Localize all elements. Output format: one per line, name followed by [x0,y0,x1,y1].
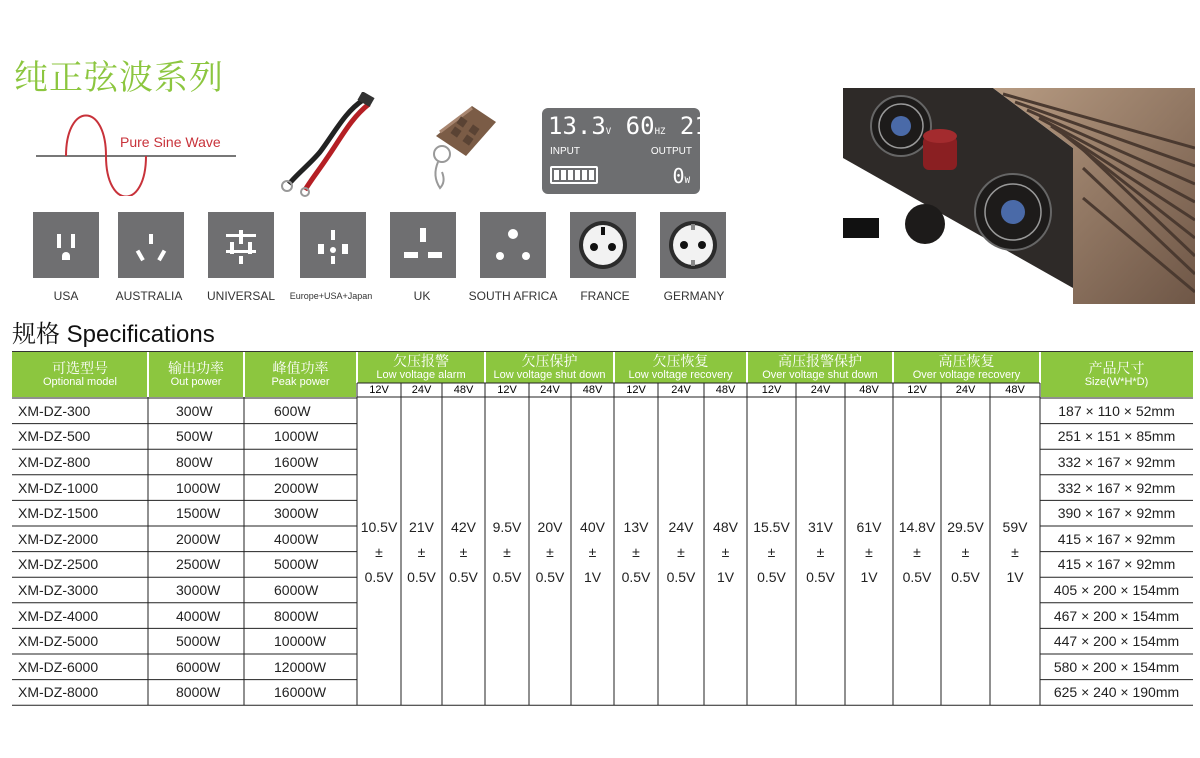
header-over-recovery [893,351,1040,383]
model-cell: XM-DZ-1500 [18,505,99,522]
threshold-tolerance: 0.5V [951,568,980,585]
voltage-subheader: 24V [955,384,976,396]
header-peak [244,351,357,397]
threshold-cell [747,398,796,705]
model-cell: XM-DZ-800 [18,453,91,470]
plus-minus: ± [632,543,640,560]
threshold-tolerance: 0.5V [902,568,932,585]
threshold-tolerance: 0.5V [621,568,651,585]
header-low-recovery-en: Low voltage recovery [628,368,733,381]
model-cell: XM-DZ-6000 [18,658,99,675]
threshold-cell [529,398,571,705]
threshold-tolerance: 1V [860,568,878,585]
socket-label-australia: AUSTRALIA [115,289,183,303]
threshold-value: 20V [537,518,563,535]
threshold-tolerance: 1V [716,568,735,585]
size-cell: 390 × 167 × 92mm [1057,505,1176,522]
socket-label-universal: UNIVERSAL [206,289,276,303]
lcd-frequency-unit: HZ [654,127,666,137]
peak-power-cell: 16000W [274,684,327,701]
threshold-value: 42V [451,518,476,535]
header-over-shutdown-en: Over voltage shut down [762,368,878,381]
header-size-en: Size(W*H*D) [1084,375,1149,388]
peak-power-cell: 8000W [274,607,319,624]
peak-power-cell: 600W [274,402,311,419]
model-cell: XM-DZ-2500 [18,556,99,573]
remote-control-image [412,92,512,197]
header-output [148,351,244,397]
peak-power-cell: 6000W [274,581,319,598]
header-low-recovery [614,351,747,383]
threshold-tolerance: 0.5V [806,568,835,585]
output-power-cell: 2000W [176,530,221,547]
voltage-subheader: 48V [453,384,474,396]
battery-level-icon [550,166,598,184]
peak-power-cell: 12000W [274,658,327,675]
threshold-value: 10.5V [360,518,398,535]
inverter-product-image [843,88,1195,304]
plus-minus: ± [816,543,825,560]
header-size [1040,351,1193,397]
plus-minus: ± [865,543,873,560]
threshold-cell [442,398,485,705]
lcd-output-label: OUTPUT [650,146,692,157]
socket-label-france: FRANCE [580,289,630,303]
threshold-cell [658,398,704,705]
europe-usa-japan-socket-icon [300,212,366,278]
threshold-value: 15.5V [753,518,790,535]
header-over-shutdown-cn: 高压报警保护 [778,352,862,369]
threshold-tolerance: 1V [1006,568,1024,585]
specifications-title: 规格 Specifications [12,321,215,348]
plus-minus: ± [375,543,383,560]
header-low-shutdown-cn: 欠压保护 [521,352,578,369]
threshold-cell [485,398,529,705]
plus-minus: ± [459,543,468,560]
header-size-cn: 产品尺寸 [1088,359,1145,376]
header-over-recovery-cn: 高压恢复 [938,352,995,369]
threshold-value: 13V [623,518,649,535]
output-power-cell: 2500W [176,556,221,573]
sine-wave-label: Pure Sine Wave [120,134,221,150]
header-low-recovery-cn: 欠压恢复 [652,352,709,369]
output-power-cell: 300W [176,402,213,419]
voltage-subheader: 24V [411,384,432,396]
size-cell: 415 × 167 × 92mm [1057,530,1176,547]
model-cell: XM-DZ-4000 [18,607,99,624]
output-power-cell: 6000W [176,658,221,675]
plus-minus: ± [1011,543,1019,560]
threshold-cell [357,398,401,705]
lcd-watts [673,164,690,188]
header-output-en: Out power [170,375,222,388]
socket-label-usa: USA [53,289,79,303]
voltage-subheader: 12V [626,384,646,396]
sine-wave-graphic [36,112,236,196]
peak-power-cell: 3000W [274,505,319,522]
peak-power-cell: 1600W [274,453,319,470]
model-cell: XM-DZ-300 [18,402,91,419]
model-cell: XM-DZ-1000 [18,479,99,496]
threshold-cell [704,398,747,705]
output-power-cell: 3000W [176,581,221,598]
voltage-subheader: 48V [715,384,736,396]
threshold-tolerance: 0.5V [535,568,565,585]
voltage-subheader: 24V [540,384,560,396]
size-cell: 187 × 110 × 52mm [1058,402,1175,419]
universal-socket-icon [208,212,274,278]
specifications-table [12,351,1193,709]
peak-power-cell: 2000W [274,479,319,496]
header-low-alarm [357,351,485,383]
threshold-value: 14.8V [898,518,936,535]
voltage-subheader: 48V [582,384,603,396]
output-power-cell: 1000W [176,479,221,496]
voltage-subheader: 12V [369,384,389,396]
output-power-cell: 800W [176,453,213,470]
lcd-watts-value: 0 [672,164,685,188]
socket-label-south-africa: SOUTH AFRICA [468,289,558,303]
page-title: 纯正弦波系列 [14,58,224,98]
threshold-cell [990,398,1040,705]
header-over-shutdown [747,351,893,383]
header-low-alarm-en: Low voltage alarm [376,368,466,381]
header-low-shutdown-en: Low voltage shut down [493,368,606,381]
header-peak-en: Peak power [271,375,330,388]
battery-cable-image [275,92,385,197]
lcd-display [542,108,724,194]
lcd-readout [548,112,723,140]
output-power-cell: 1500W [176,505,221,522]
threshold-cell [845,398,893,705]
header-model [12,351,148,397]
header-model-cn: 可选型号 [52,359,108,376]
header-output-cn: 输出功率 [168,359,224,376]
size-cell: 332 × 167 × 92mm [1057,453,1176,470]
socket-label-uk: UK [413,289,431,303]
plus-minus: ± [546,543,554,560]
lcd-input-label: INPUT [550,146,580,157]
threshold-cell [571,398,614,705]
size-cell: 580 × 200 × 154mm [1053,658,1180,675]
lcd-voltage: 13.3 [548,112,606,140]
header-peak-cn: 峰值功率 [272,359,329,376]
france-socket-icon [570,212,636,278]
voltage-subheader: 24V [671,384,691,396]
size-cell: 251 × 151 × 85mm [1057,428,1176,445]
size-cell: 415 × 167 × 92mm [1057,556,1176,573]
header-low-shutdown [485,351,614,383]
plus-minus: ± [913,543,921,560]
header-low-alarm-cn: 欠压报警 [393,352,449,369]
size-cell: 405 × 200 × 154mm [1053,581,1180,598]
size-cell: 467 × 200 × 154mm [1053,607,1180,624]
south-africa-socket-icon [480,212,546,278]
model-cell: XM-DZ-3000 [18,581,99,598]
output-power-cell: 5000W [176,633,221,650]
voltage-subheader: 12V [497,384,517,396]
output-power-cell: 8000W [176,684,221,701]
plus-minus: ± [677,543,685,560]
threshold-value: 40V [580,518,605,535]
threshold-tolerance: 0.5V [492,568,522,585]
socket-label-germany: GERMANY [663,289,725,303]
usa-socket-icon [33,212,99,278]
plus-minus: ± [721,543,730,560]
threshold-value: 29.5V [947,518,984,535]
threshold-value: 9.5V [492,518,522,535]
threshold-tolerance: 0.5V [449,568,478,585]
model-cell: XM-DZ-500 [18,428,91,445]
threshold-value: 31V [808,518,833,535]
threshold-value: 24V [668,518,694,535]
threshold-cell [614,398,658,705]
size-cell: 625 × 240 × 190mm [1053,684,1180,701]
voltage-subheader: 12V [761,384,782,396]
lcd-output-voltage: 214 [679,112,724,140]
output-power-cell: 4000W [176,607,221,624]
size-cell: 332 × 167 × 92mm [1057,479,1176,496]
peak-power-cell: 5000W [274,556,319,573]
threshold-tolerance: 0.5V [666,568,696,585]
model-cell: XM-DZ-8000 [18,684,99,701]
voltage-subheader: 24V [810,384,831,396]
peak-power-cell: 1000W [274,428,319,445]
voltage-subheader: 48V [859,384,879,396]
voltage-subheader: 12V [907,384,927,396]
plus-minus: ± [588,543,597,560]
threshold-tolerance: 0.5V [364,568,394,585]
model-cell: XM-DZ-2000 [18,530,99,547]
model-cell: XM-DZ-5000 [18,633,99,650]
output-power-cell: 500W [176,428,213,445]
threshold-cell [401,398,442,705]
threshold-tolerance: 1V [583,568,602,585]
peak-power-cell: 4000W [274,530,319,547]
threshold-cell [893,398,941,705]
threshold-value: 21V [409,518,434,535]
threshold-value: 48V [713,518,738,535]
header-model-en: Optional model [43,375,117,388]
voltage-subheader: 48V [1005,384,1025,396]
socket-label-europe-usa-japan: Europe+USA+Japan [289,291,373,301]
threshold-tolerance: 0.5V [757,568,786,585]
threshold-cell [796,398,845,705]
lcd-voltage-unit: V [605,127,612,137]
lcd-watts-unit: W [684,176,690,186]
plus-minus: ± [961,543,970,560]
plus-minus: ± [417,543,426,560]
size-cell: 447 × 200 × 154mm [1053,633,1180,650]
plus-minus: ± [767,543,776,560]
germany-socket-icon [660,212,726,278]
threshold-value: 61V [856,518,882,535]
header-over-recovery-en: Over voltage recovery [912,368,1021,381]
plus-minus: ± [503,543,511,560]
lcd-frequency: 60 [625,112,655,140]
uk-socket-icon [390,212,456,278]
threshold-value: 59V [1002,518,1028,535]
peak-power-cell: 10000W [274,633,327,650]
australia-socket-icon [118,212,184,278]
threshold-cell [941,398,990,705]
threshold-tolerance: 0.5V [407,568,436,585]
